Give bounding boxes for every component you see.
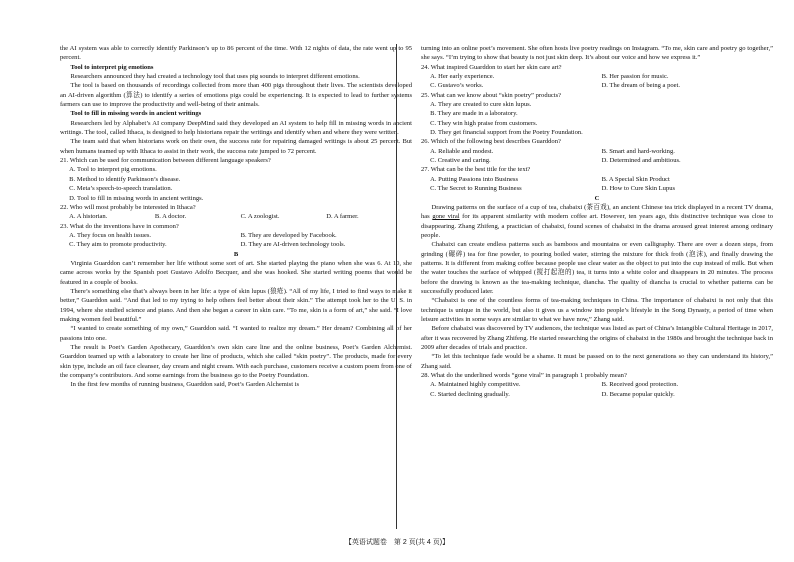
- option: B. Smart and hard-working.: [601, 147, 675, 155]
- option: D. Became popular quickly.: [601, 390, 675, 398]
- question-21: 21. Which can be used for communication between different language speakers?: [60, 157, 271, 165]
- section-label-b: B: [233, 250, 239, 258]
- passage-a-paragraph: The tool is based on thousands of recordings collected from more than 400 pigs throughout their lives. The scientists developed an AI-driven algorithm (算法) to identify a series of emotions pigs could be experiencing. It is expected to lead to further systems farmers can use to improve the productivity and well-being of their animals.: [60, 82, 412, 109]
- passage-c-paragraph: Before chabaixi was discovered by TV audiences, the technique was listed as part of China’s Intangible Cultural Heritage in 2017, after it was recovered by Zhang Zhifeng. He started researching the origins of chabaixi in the 1980s and brought the technique back in 2009 after decades of trials and practice.: [421, 325, 773, 351]
- option: A. Her early experience.: [430, 73, 495, 81]
- passage-b-paragraph: In the first few months of running business, Guarddon said, Poet’s Garden Alchemist is: [70, 381, 300, 389]
- option: B. They are made in a laboratory.: [430, 110, 518, 118]
- option: A. They are created to cure skin lupus.: [430, 101, 532, 109]
- passage-b-paragraph: turning into an online poet’s movement. She often hosts live poetry readings on Instagram. “To me, skin care and poetry go together,” she says. “I’m trying to show that beauty is not just skin deep. It’s about our voice and how we express it.”: [421, 45, 773, 62]
- option: D. A farmer.: [326, 213, 359, 221]
- passage-a-paragraph: The team said that when historians work on their own, the success rate for repairing damaged writings is about 25 percent. But when humans teamed up with Ithaca to assist in their work, the success rate jumped to 72 percent.: [60, 138, 412, 155]
- question-25: 25. What can we know about “skin poetry” products?: [421, 91, 562, 99]
- options-row: [421, 380, 773, 389]
- option: B. Her passion for music.: [601, 73, 669, 81]
- passage-c-paragraph: “To let this technique fade would be a shame. It must be passed on to the next generations so they can understand its history,” Zhang said.: [421, 353, 773, 370]
- options-row: [421, 156, 773, 165]
- option: A. Maintained highly competitive.: [430, 381, 521, 389]
- question-22: 22. Who will most probably be interested in Ithaca?: [60, 203, 196, 211]
- option: C. They win high praise from customers.: [430, 119, 538, 127]
- passage-a-paragraph: Researchers announced they had created a technology tool that uses pig sounds to interpret different emotions.: [70, 73, 360, 81]
- passage-text: for its apparent similarity with modern coffee art. However, ten years ago, this distinctive technique was close to disappearing. Zhang Zhifeng, a practician of chabaixi, found scenes of chabaixi in the drama aroused great interest among ordinary people.: [421, 213, 773, 239]
- options-row: [60, 240, 412, 249]
- option: B. They are developed by Facebook.: [240, 231, 337, 239]
- option: C. Started declining gradually.: [430, 390, 510, 398]
- passage-c-paragraph: [421, 203, 773, 240]
- options-row: [421, 390, 773, 399]
- page-footer: 【英语试题卷 第 2 页(共 4 页)】: [344, 539, 450, 546]
- passage-c-paragraph: Chabaixi can create endless patterns such as bamboos and mountains or even calligraphy. There are over a dozen steps, from grinding (碾碎) tea for fine powder, to pouring boiled water, stirring the mixture for thick froth (泡沫), and finally drawing the patterns. It is different from making coffee because people use clear water as the object to put into the cup instead of milk. But when the water touches the surface of whipped (搅打起泡的) tea, it turns into a white color and disappears in 20 minutes. The process before the drawing is known as the tea-making technique, diancha. The quality of diancha is crucial to whether patterns can be successfully produced later.: [421, 241, 773, 295]
- section-heading: Tool to interpret pig emotions: [70, 63, 154, 71]
- option: C. Gustavo’s works.: [430, 82, 484, 90]
- option: D. They get financial support from the Poetry Foundation.: [430, 129, 583, 137]
- option: A. Tool to interpret pig emotions.: [69, 166, 157, 174]
- section-heading: Tool to fill in missing words in ancient writings: [70, 110, 202, 118]
- question-27: 27. What can be the best title for the text?: [421, 166, 531, 174]
- option: D. Tool to fill in missing words in ancient writings.: [69, 194, 204, 202]
- option: B. Received good protection.: [601, 381, 679, 389]
- option: A. Reliable and modest.: [430, 147, 494, 155]
- options-row: [60, 231, 412, 240]
- passage-b-paragraph: There’s something else that’s always been in her life: a type of skin lupus (狼疮). “All of my life, I tried to find ways to make it better,” Guarddon said. “And that led to my trying to help others feel better about their skin.” The attempt took her to the U. S. in 1994, where she studied science and piano. And then she began a career in skin care. “To me, skin is a form of art,” she said. “I love making women feel beautiful.”: [60, 287, 412, 323]
- question-24: 24. What inspired Guarddon to start her skin care art?: [421, 63, 562, 71]
- question-26: 26. Which of the following best describes Guarddon?: [421, 138, 561, 146]
- right-column: [421, 44, 773, 399]
- section-label-c: C: [594, 194, 600, 202]
- options-row: [421, 175, 773, 184]
- passage-b-paragraph: The result is Poet’s Garden Apothecary, Guarddon’s own skin care line and the online business, Poet’s Garden Alchemist. Guarddon teamed up with a laboratory to create her line of products, which she called “skin poetry”. The products, made for every skin type, include an oil face cleanser, day cream and night cream. With each purchase, customers receive a custom poem from one of the company’s contributors. And some earnings from the business go to the Poetry Foundation.: [60, 344, 412, 380]
- options-row: [421, 147, 773, 156]
- passage-text: Drawing patterns on the surface of a cup of tea, chabaixi (茶百戏), an ancient Chinese tea trick displayed in a recent TV drama, has: [421, 203, 773, 221]
- column-divider: [396, 44, 397, 529]
- passage-c-paragraph: “Chabaixi is one of the countless forms of tea-making techniques in China. The importance of chabaixi is not only that this technique is unique in the world, but also it gives us a window into people’s lifestyle in the Song Dynasty, a period of time when leisure activities in some ways are similar to what we have now,” Zhang said.: [421, 297, 773, 323]
- option: D. Determined and ambitious.: [601, 157, 681, 165]
- passage-b-paragraph: Virginia Guarddon can’t remember her life without some sort of art. She started playing the piano when she was 6. At 10, she came across works by the Spanish poet Gustavo Adolfo Becquer, and she was hooked. She started writing poems that would be featured in a couple of books.: [60, 259, 412, 286]
- option: D. They are AI-driven technology tools.: [240, 241, 346, 249]
- option: D. The dream of being a poet.: [601, 82, 680, 90]
- option: C. They aim to promote productivity.: [69, 241, 167, 249]
- option: D. How to Cure Skin Lupus: [601, 185, 676, 193]
- options-row: [421, 81, 773, 90]
- passage-a-paragraph: the AI system was able to correctly identify Parkinson’s up to 86 percent of the time. With 12 nights of data, the rate went up to 95 percent.: [60, 45, 412, 62]
- option: C. A zoologist.: [240, 213, 280, 221]
- option: B. A Special Skin Product: [601, 175, 670, 183]
- option: A. They focus on health issues.: [69, 231, 152, 239]
- passage-a-paragraph: Researchers led by Alphabet’s AI company DeepMind said they developed an AI system to help fill in missing words in ancient writings. The tool, called Ithaca, is designed to help historians repair the writings and identify when and where they were written.: [60, 119, 412, 137]
- passage-b-paragraph: “I wanted to create something of my own,” Guarddon said. “I wanted to realize my dream.” Her dream? Combining all of her passions into one.: [60, 325, 412, 342]
- left-column: [60, 44, 412, 390]
- option: C. The Secret to Running Business: [430, 185, 522, 193]
- options-row: [421, 72, 773, 81]
- question-28: 28. What do the underlined words “gone viral” in paragraph 1 probably mean?: [421, 372, 627, 380]
- option: C. Meta’s speech-to-speech translation.: [69, 185, 173, 193]
- option: B. Method to identify Parkinson’s disease.: [69, 175, 181, 183]
- options-row: [60, 212, 412, 221]
- underlined-phrase: gone viral: [432, 213, 460, 221]
- option: A. Putting Passions into Business: [430, 175, 519, 183]
- option: A. A historian.: [69, 213, 108, 221]
- option: B. A doctor.: [154, 213, 187, 221]
- options-row: [421, 184, 773, 193]
- option: C. Creative and caring.: [430, 157, 491, 165]
- question-23: 23. What do the inventions have in common?: [60, 222, 179, 230]
